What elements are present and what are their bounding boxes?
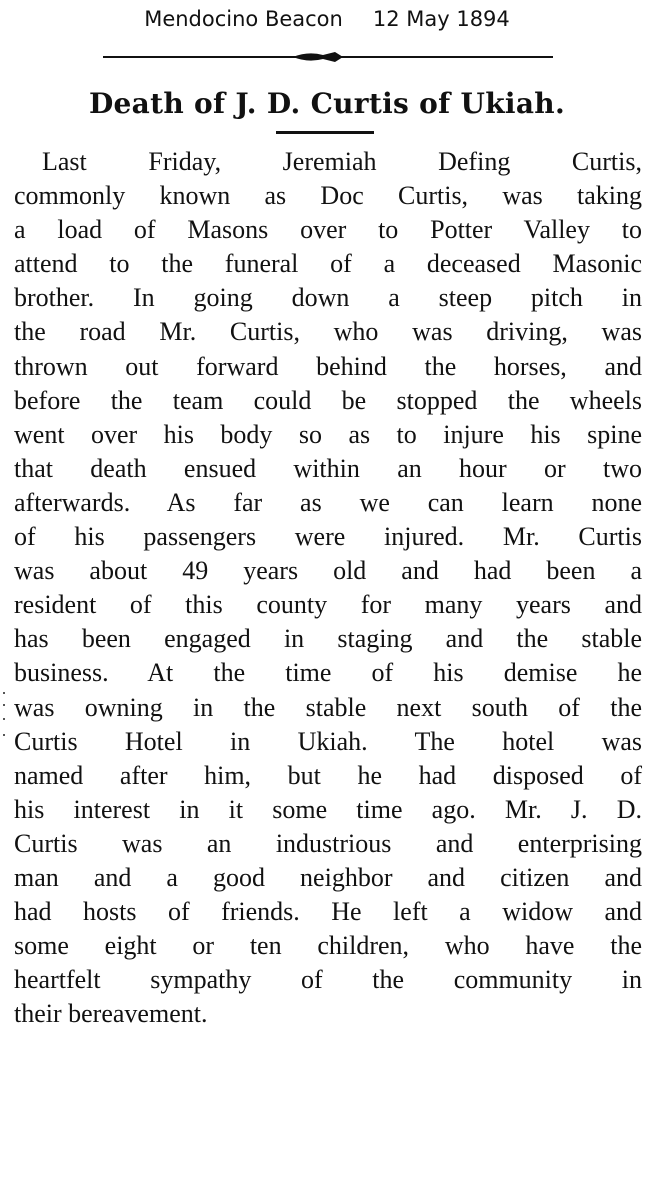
- article-line: had hosts of friends. He left a widow and: [14, 897, 642, 927]
- article-line: before the team could be stopped the wheels: [14, 385, 642, 415]
- article-line: his interest in it some time ago. Mr. J. D.: [14, 794, 642, 824]
- article-line: has been engaged in staging and the stable: [14, 624, 642, 654]
- article-line: was owning in the stable next south of the: [14, 692, 642, 722]
- article-line: Curtis was an industrious and enterprising: [14, 828, 642, 858]
- article-line: heartfelt sympathy of the community in: [14, 965, 642, 995]
- margin-speck: [3, 692, 5, 694]
- article-body: [14, 145, 642, 1031]
- article-line: was about 49 years old and had been a: [14, 556, 642, 586]
- article-line: that death ensued within an hour or two: [14, 453, 642, 483]
- article-line: Curtis Hotel in Ukiah. The hotel was: [14, 726, 642, 756]
- article-line: man and a good neighbor and citizen and: [14, 862, 642, 892]
- article-line: their bereavement.: [14, 999, 208, 1029]
- ornamental-rule-swell: [293, 52, 343, 62]
- article-line: some eight or ten children, who have the: [14, 931, 642, 961]
- margin-speck: [3, 718, 5, 720]
- margin-specks: [2, 690, 6, 750]
- article-line: Last Friday, Jeremiah Defing Curtis,: [42, 147, 642, 176]
- publication-name: Mendocino Beacon: [144, 7, 343, 31]
- article-line: business. At the time of his demise he: [14, 658, 642, 688]
- article-line: thrown out forward behind the horses, and: [14, 351, 642, 381]
- article-line: named after him, but he had disposed of: [14, 760, 642, 790]
- article-line: commonly known as Doc Curtis, was taking: [14, 181, 642, 211]
- article-line: brother. In going down a steep pitch in: [14, 283, 642, 313]
- article-line: went over his body so as to injure his spine: [14, 419, 642, 449]
- article-line: attend to the funeral of a deceased Masonic: [14, 249, 642, 279]
- article-line: of his passengers were injured. Mr. Curtis: [14, 522, 642, 552]
- ornamental-rule: [103, 46, 553, 68]
- article-line: resident of this county for many years and: [14, 590, 642, 620]
- publication-date: 12 May 1894: [372, 7, 510, 31]
- article-line: afterwards. As far as we can learn none: [14, 487, 642, 517]
- source-line: [0, 4, 654, 34]
- article-line: the road Mr. Curtis, who was driving, was: [14, 317, 642, 347]
- headline-rule: [276, 131, 374, 134]
- article-line: a load of Masons over to Potter Valley to: [14, 215, 642, 245]
- margin-speck: [3, 704, 5, 706]
- article-headline: Death of J. D. Curtis of Ukiah.: [88, 87, 566, 120]
- margin-speck: [3, 734, 5, 736]
